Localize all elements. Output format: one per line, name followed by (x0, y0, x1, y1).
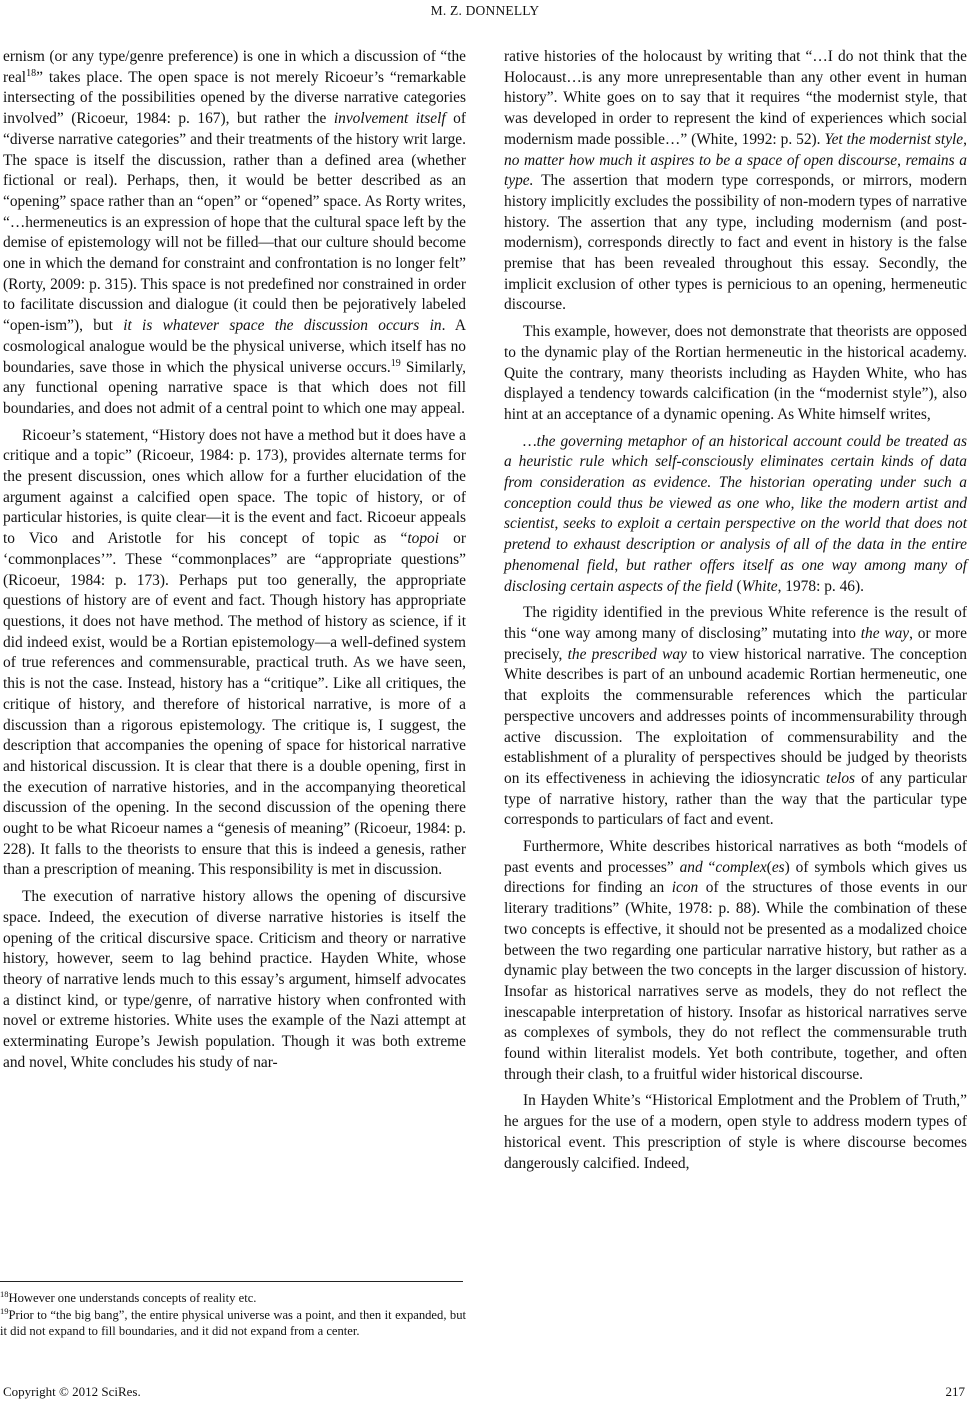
text-run: topoi (407, 530, 440, 548)
page-number: 217 (945, 1384, 965, 1399)
text-run: Ricoeur’s statement, “History does not have a method but it does have a critique and a topic” (Ricoeur, 1984: p. 173), provides alternate terms for the present discussion, ones which allow for a further elucidation of the argument against a calcified open space. The topic of history, or of particular histories, is quite clear—it is the event and fact. Ricoeur appeals to Vico and Aristotle for his concept of topic as “ (3, 426, 466, 548)
text-run: but rather offers itself as one way among many of disclosing certain aspects of the field (504, 556, 967, 595)
text-run: rative histories of the holocaust by writing that “…I do not think that the Holocaust…is any more unrepresentable than any other event in human history”. White goes on to say that it requires “the modernist style, that was developed in order to represent the kind of experiences which social modernism made possible…” (White, 1992: p. 52). (504, 48, 967, 148)
footnote-text: Prior to “the big bang”, the entire physical universe was a point, and then it expanded, but it did not expand to fill boundaries, and it did not expand from a center. (0, 1307, 466, 1338)
right-paragraph (504, 1091, 967, 1174)
left-column (3, 47, 466, 1073)
text-run: complex (715, 858, 767, 876)
copyright-notice: Copyright © 2012 SciRes. (3, 1384, 141, 1399)
text-run: This example, however, does not demonstrate that theorists are opposed to the dynamic play of the Rortian hermeneutic in the historical academy. Quite the contrary, many theorists including as Hayden White, who has displayed a tendency towards calcification (in the “modernist style”), also hint at an acceptance of a dynamic opening. As White himself writes, (504, 323, 967, 423)
text-run: , (963, 130, 967, 148)
text-run: to view historical narrative. The conception White describes is part of an unbound academic Rortian hermeneutic, one that exploits the commensurable references which the particular perspective uncovers and addresses points of incommensurability through active discussion. The exploitation of commensurability and the establishment of a plurality of perspectives should be judged by theorists on its effectiveness in achieving the idiosyncratic (504, 645, 967, 787)
text-run: icon (671, 879, 699, 897)
text-run: the way (860, 624, 910, 642)
text-run: of any particular type of narrative history, rather than the way that the particular type corresponds to particulars of fact and event. (504, 769, 967, 829)
text-run: , (614, 556, 626, 574)
right-paragraph (504, 837, 967, 1085)
text-run: ” takes place. The open space is not merely Ricoeur’s “remarkable intersecting of the possibilities opened by the diverse narrative categories involved” (Ricoeur, 1984: p. 167), but rather the (3, 68, 466, 128)
text-run: , (790, 494, 801, 512)
footnote-number: 18 (0, 1289, 9, 1299)
running-head: M. Z. DONNELLY (430, 3, 540, 18)
text-run: like the modern artist and scientist (504, 494, 967, 533)
text-run: Furthermore, White describes historical narratives as both “models of past events and processes” (504, 838, 967, 876)
footnote (0, 1290, 466, 1307)
text-run: , or more precisely, (504, 624, 967, 663)
text-run: The rigidity identified in the previous White reference is the result of this “one way among many of disclosing” mutating into (504, 604, 967, 642)
footnote-text: However one understands concepts of reality etc. (8, 1291, 257, 1305)
text-run: The execution of narrative history allows the opening of discursive space. Indeed, the execution of diverse narrative histories is itself the opening of the critical discursive space. Criticism and theory or narrative history, however, seem to lag behind practice. Hayden White, whose theory of narrative lends much to this essay’s argument, himself advocates a distinct kind, or type/genre, of narrative history when confronted with novel or extreme histories. White uses the example of the Nazi attempt at exterminating Europe’s Jewish population. Though it was both extreme and novel, White concludes his study of nar- (3, 888, 466, 1071)
text-run: ) of symbols which gives us directions for finding an (504, 858, 967, 897)
footnote-marker: 19 (390, 357, 401, 369)
text-run: no matter how much it aspires to be a space of open discourse (504, 151, 898, 169)
text-run: “ (702, 858, 716, 876)
text-run: , (897, 151, 906, 169)
text-run: ernism (or any type/genre preference) is one in which a discussion of “the real (3, 48, 466, 86)
text-run: . A cosmological analogue would be the physical universe, which itself has no boundaries, save those in which the physical universe occurs. (3, 317, 466, 376)
text-run: telos (825, 769, 856, 787)
text-run: The assertion that modern type corresponds, or mirrors, modern history implicitly excludes the possibility of non-modern types of narrative history. The assertion that any type, including modernism (and post-modernism), corresponds directly to fact and event in history is the false premise that has been revealed throughout this essay. Secondly, the implicit exclusion of other types is pernicious to an opening, hermeneutic discourse. (504, 172, 967, 314)
footnote-number: 19 (0, 1305, 9, 1316)
text-run: , 1978: p. 46). (777, 577, 864, 595)
footnote (0, 1307, 466, 1340)
right-paragraph (504, 47, 967, 316)
text-run: ( (766, 858, 772, 876)
text-run: Similarly, any functional opening narrative space is that which does not fill boundaries, and does not admit of a central point to which one may appeal. (3, 358, 467, 417)
left-paragraph (3, 887, 466, 1073)
text-run: Yet the modernist style (824, 130, 964, 148)
footnote-rule (0, 1281, 463, 1282)
text-run: the prescribed way (567, 645, 687, 663)
text-run: of the structures of those events in our literary traditions” (White, 1978: p. 88). While the combination of these two concepts is effective, it should not be presented as a modalized choice between the two regarding one particular narrative history, but rather as a dynamic play between the two concepts in the larger discussion of history. Insofar as historical narratives serve as models, they do not reflect the inescapable interpretation of history. Insofar as historical narratives serve as complexes of symbols, they do not reflect the commensurable truth found within literalist models. Yet both contribute, together, and often through their clash, to a fruitful wider historical discourse. (504, 879, 968, 1083)
text-run: , (554, 515, 564, 533)
text-run: White (741, 577, 778, 595)
right-column (504, 47, 967, 1174)
footnotes (0, 1290, 466, 1340)
right-paragraph (504, 603, 967, 831)
text-run: seeks to exploit a certain perspective on the world that does not pretend to exhaust description or analysis of all of the data in the entire phenomenal field (504, 515, 968, 574)
left-paragraph (3, 47, 466, 420)
text-run: ( (732, 577, 742, 595)
text-run: …the governing metaphor of an historical account could be treated as a heuristic rule which self-consciously eliminates certain kinds of data from consideration as evidence. The historian operating under such a conception could thus be viewed as one who (504, 432, 967, 512)
text-run: it is whatever space the discussion occurs in (123, 317, 442, 335)
text-run: and (679, 858, 703, 876)
right-paragraph (504, 322, 967, 426)
text-run: of “diverse narrative categories” and their treatments of the history writ large. The space is itself the discussion, rather than a defined area (whether fictional or real). Perhaps, then, it would be better described as an “opening” space rather than an “open” or “opened” space. As Rorty writes, “…hermeneutics is an expression of hope that the cultural space left by the demise of epistemology will not be filled—that our culture should become one in which the demand for constraint and confrontation is no longer felt” (Rorty, 2009: p. 315). This space is not predefined nor constrained in order to facilitate discussion and dialogue (it could then be pejoratively labeled “open-ism”), but (3, 110, 467, 335)
left-paragraph (3, 426, 466, 881)
text-run: involvement itself (333, 110, 446, 128)
text-run: or ‘commonplaces’”. These “commonplaces” are “appropriate questions” (Ricoeur, 1984: p. 173). Perhaps put too generally, the appropriate questions of history are of event and fact. Though history has appropriate questions, it does not have method. The method of history as science, if it did indeed exist, would be a Rortian epistemology—a well-defined system of true references and commensurable, practical truth. As we have seen, this is not the case. Instead, history has a “critique”. Like all critiques, the critique of history, and therefore of historical narrative, is more of a discussion than a rigorous epistemology. The critique is, I suggest, the description that accompanies the opening of space for historical narrative and historical discussion. It is clear that there is a double opening, first in the execution of narrative histories, and in the accompanying theoretical discussion of the opening. In the second discussion of the opening there ought to be what Ricoeur names a “genesis of meaning” (Ricoeur, 1984: p. 228). It falls to the theorists to ensure that this is indeed a genesis, rather than a prescription of meaning. This responsibility is met in discussion. (3, 530, 466, 879)
text-run: remains a type. (504, 151, 967, 190)
block-quote (504, 432, 967, 598)
text-run: es (771, 858, 785, 876)
text-run: In Hayden White’s “Historical Emplotment and the Problem of Truth,” he argues for the use of a modern, open style to address modern types of historical event. This prescription of style is where discourse becomes dangerously calcified. Indeed, (504, 1092, 967, 1172)
footnote-marker: 18 (26, 67, 37, 79)
